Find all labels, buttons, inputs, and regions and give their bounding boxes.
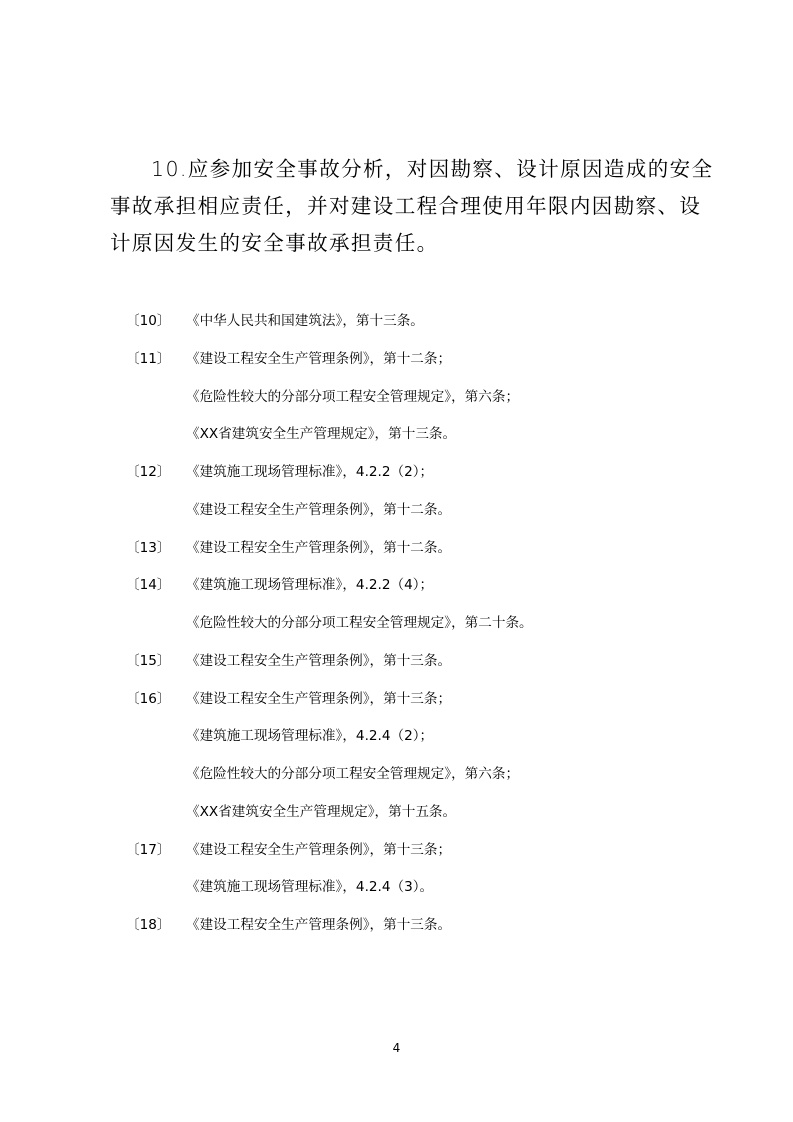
reference-number: 〔11〕 [126,351,171,367]
reference-line: 《建设工程安全生产管理条例》，第十二条。 [186,502,452,518]
reference-line: 《建设工程安全生产管理条例》，第十三条； [186,842,452,858]
reference-line: 《建筑施工现场管理标准》，4.2.4（2）； [186,728,434,744]
reference-line: 《危险性较大的分部分项工程安全管理规定》，第六条； [186,389,520,405]
reference-line: 《建设工程安全生产管理条例》，第十二条。 [186,540,452,556]
reference-line: 《建设工程安全生产管理条例》，第十三条； [186,691,452,707]
reference-line: 《建筑施工现场管理标准》，4.2.2（2）； [186,464,434,480]
reference-line: 《建设工程安全生产管理条例》，第十三条。 [186,917,452,933]
reference-number: 〔10〕 [126,313,171,329]
reference-line: 《建设工程安全生产管理条例》，第十二条； [186,351,452,367]
reference-number: 〔12〕 [126,464,171,480]
page-number: 4 [392,1041,401,1055]
reference-line: 《建筑施工现场管理标准》，4.2.4（3）。 [186,879,434,895]
intro-paragraph: 10.应参加安全事故分析，对因勘察、设计原因造成的安全事故承担相应责任，并对建设工程合理使用年限内因勘察、设计原因发生的安全事故承担责任。 [110,157,714,255]
reference-number: 〔16〕 [126,691,171,707]
reference-number: 〔14〕 [126,577,171,593]
reference-line: 《中华人民共和国建筑法》，第十三条。 [186,313,424,329]
reference-number: 〔13〕 [126,540,171,556]
reference-line: 《XX省建筑安全生产管理规定》，第十三条。 [186,426,457,442]
reference-line: 《危险性较大的分部分项工程安全管理规定》，第六条； [186,766,520,782]
reference-line: 《危险性较大的分部分项工程安全管理规定》，第二十条。 [186,615,533,631]
reference-line: 《建设工程安全生产管理条例》，第十三条。 [186,653,452,669]
reference-number: 〔18〕 [126,917,171,933]
reference-line: 《建筑施工现场管理标准》，4.2.2（4）； [186,577,434,593]
reference-line: 《XX省建筑安全生产管理规定》，第十五条。 [186,804,457,820]
reference-number: 〔17〕 [126,842,171,858]
reference-number: 〔15〕 [126,653,171,669]
